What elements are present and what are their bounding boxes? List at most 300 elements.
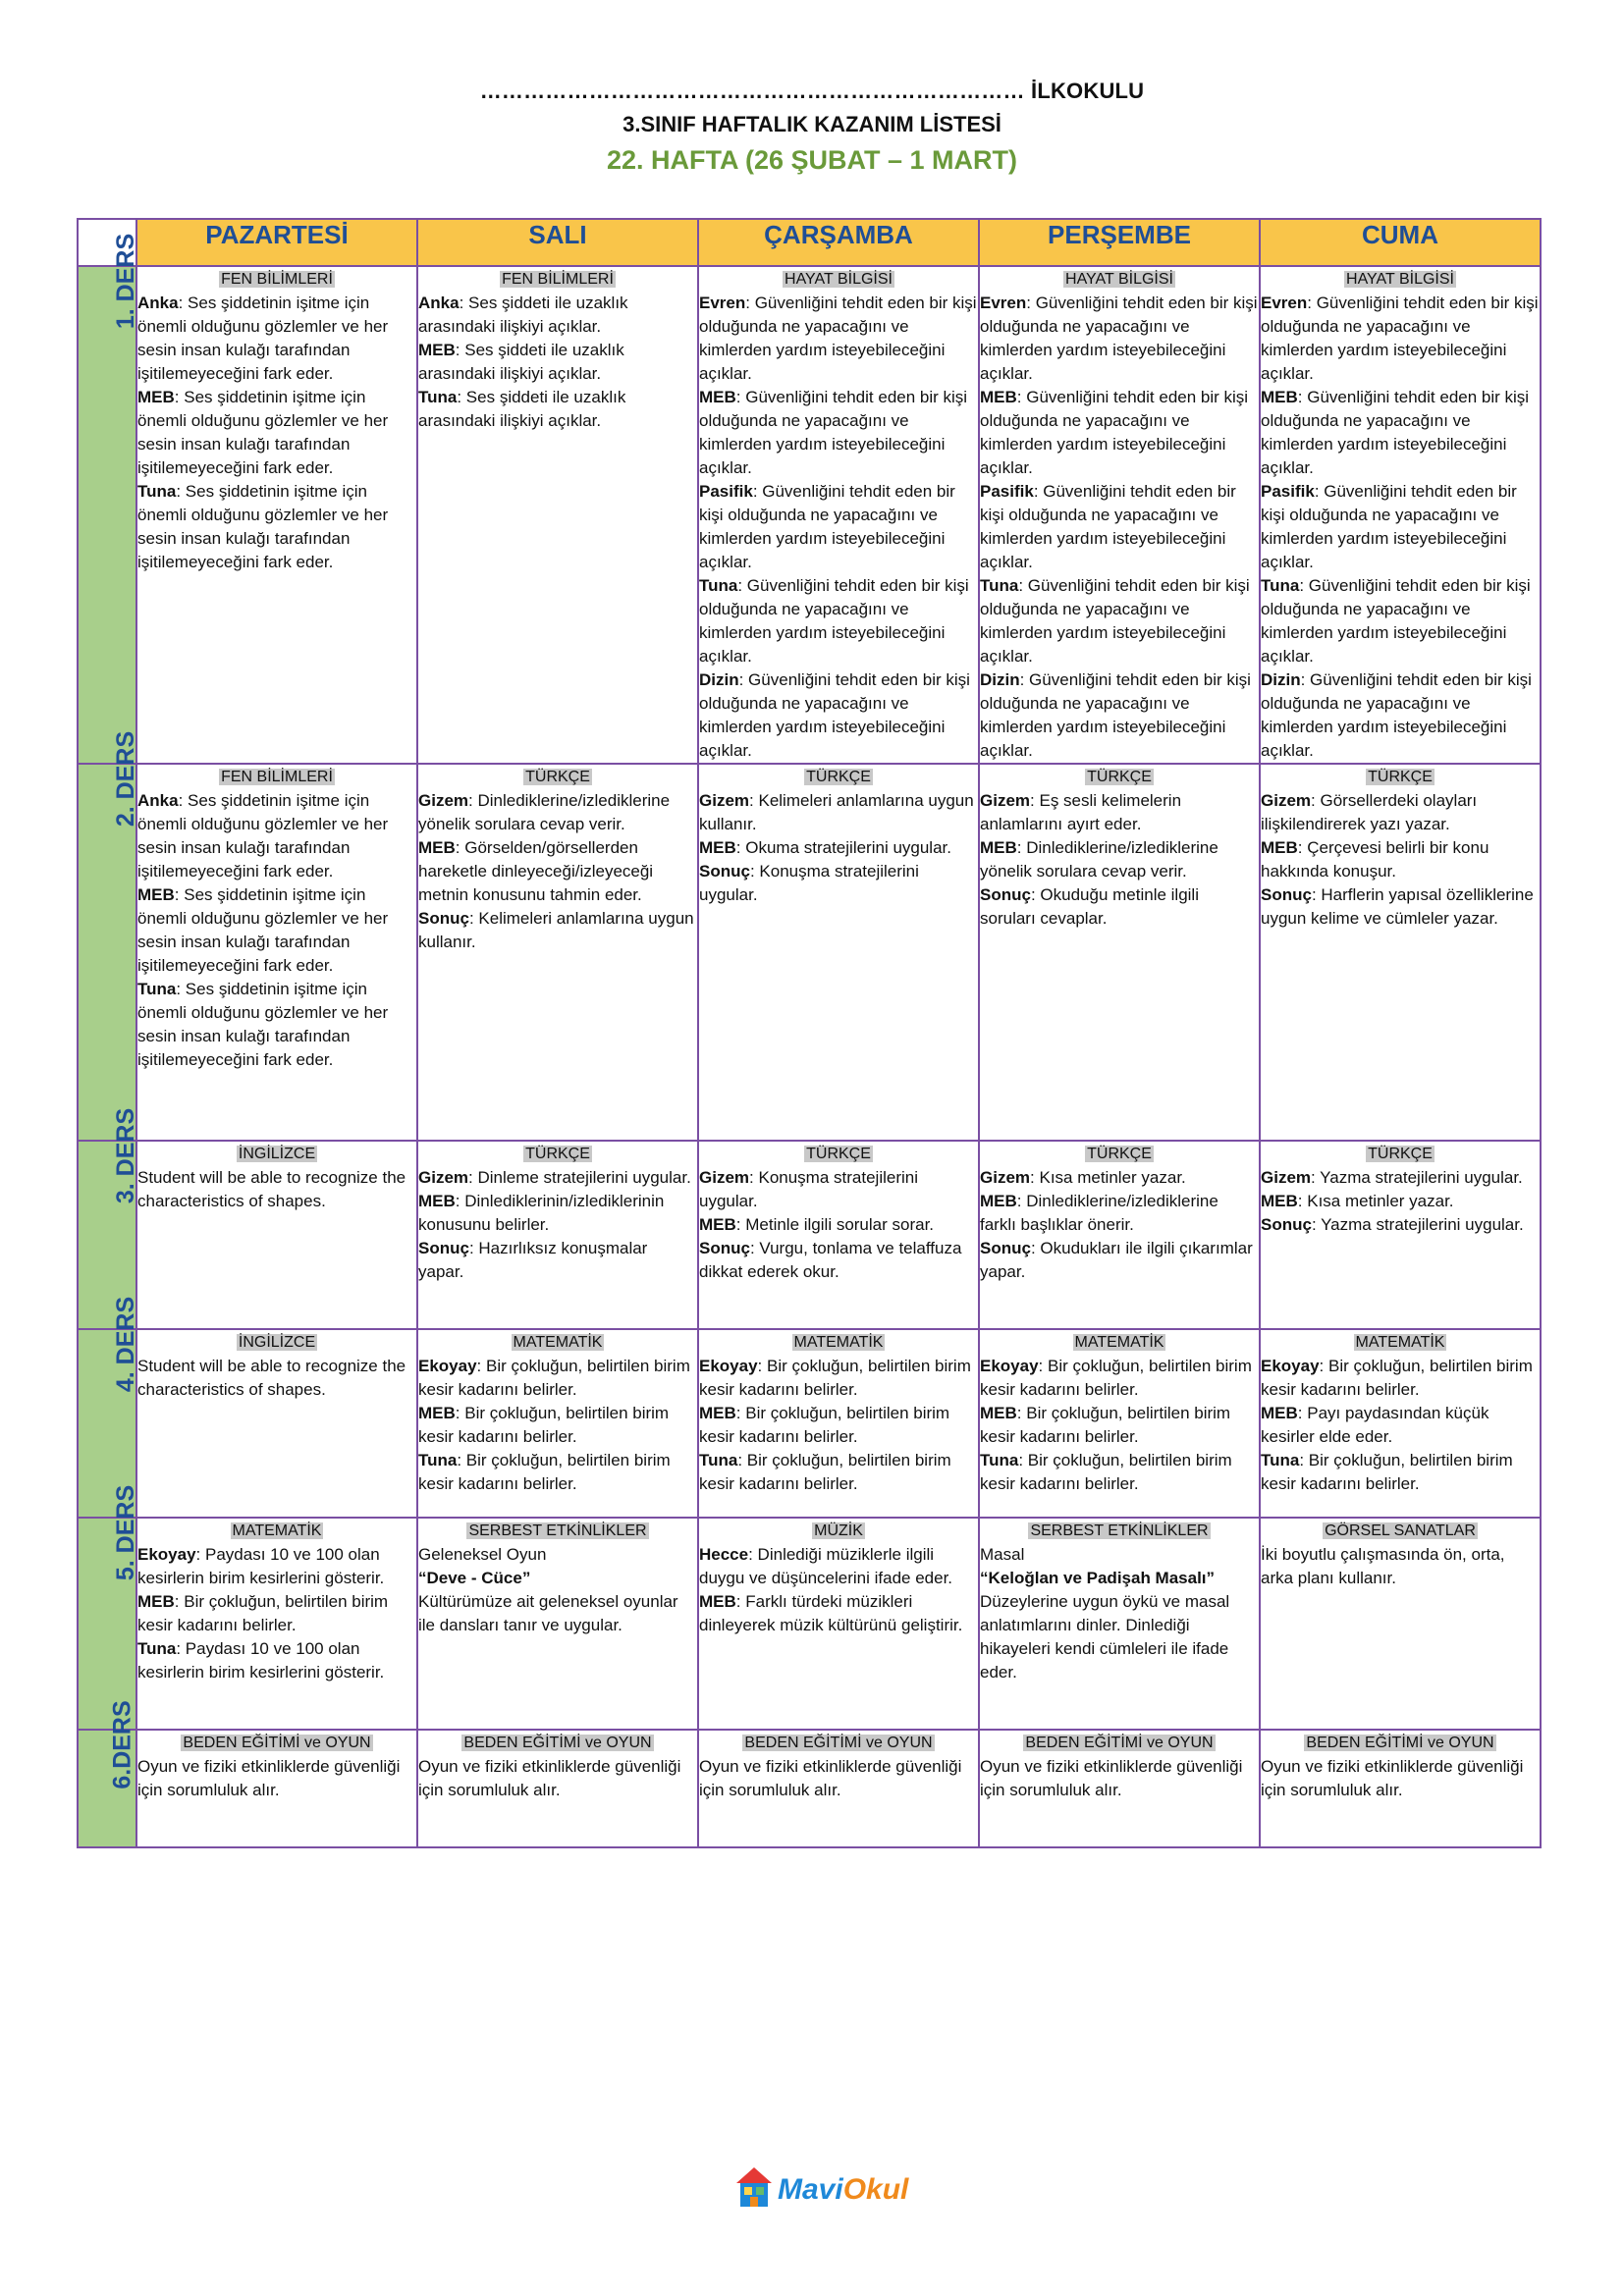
subject-label: FEN BİLİMLERİ [221, 769, 333, 785]
outcome-line [418, 1166, 697, 1190]
lesson-label-cell [78, 1484, 140, 1730]
source-label: Tuna [418, 388, 458, 406]
outcome-line [137, 480, 416, 574]
source-label: Sonuç [699, 1239, 750, 1257]
source-label: Gizem [980, 1168, 1031, 1187]
subject-label: HAYAT BİLGİSİ [785, 271, 893, 288]
outcome-text: : Güvenliğini tehdit eden bir kişi olduğunda ne yapacağını ve kimlerden yardım isteyebileceğini açıklar. [699, 576, 969, 666]
subject-heading [1261, 1330, 1540, 1355]
outcome-text: : Payı paydasından küçük kesirler elde eder. [1261, 1404, 1489, 1446]
schedule-cell [417, 266, 698, 764]
source-label: MEB [1261, 388, 1298, 406]
outcome-line [137, 978, 416, 1072]
outcome-line [980, 836, 1259, 883]
schedule-cell [698, 1518, 979, 1730]
outcome-text: : Güvenliğini tehdit eden bir kişi olduğunda ne yapacağını ve kimlerden yardım isteyebileceğini açıklar. [980, 576, 1250, 666]
source-label: MEB [699, 838, 736, 857]
subject-label: SERBEST ETKİNLİKLER [468, 1522, 647, 1539]
outcome-line [980, 1543, 1259, 1567]
schedule-cell [979, 266, 1260, 764]
subject-label: MATEMATİK [513, 1334, 603, 1351]
outcome-line [137, 789, 416, 883]
subject-heading [418, 1731, 697, 1755]
subject-heading [418, 1142, 697, 1166]
schedule-cell [1260, 1141, 1541, 1329]
outcome-text: : Güvenliğini tehdit eden bir kişi olduğunda ne yapacağını ve kimlerden yardım isteyebileceğini açıklar. [980, 294, 1258, 383]
outcome-text: : Kelimeleri anlamlarına uygun kullanır. [699, 791, 974, 833]
outcome-text: : Güvenliğini tehdit eden bir kişi olduğunda ne yapacağını ve kimlerden yardım isteyebileceğini açıklar. [699, 388, 968, 477]
outcome-line [980, 480, 1259, 574]
source-label: MEB [699, 388, 736, 406]
outcome-line [1261, 1449, 1540, 1496]
week-title: 22. HAFTA (26 ŞUBAT – 1 MART) [606, 145, 1018, 175]
school-name-line: ………………………………………………………………… İLKOKULU [479, 79, 1145, 103]
outcome-text: : Güvenliğini tehdit eden bir kişi olduğunda ne yapacağını ve kimlerden yardım isteyebileceğini açıklar. [1261, 576, 1531, 666]
source-label: Tuna [137, 482, 177, 501]
subject-heading [418, 1519, 697, 1543]
source-label: Gizem [699, 1168, 750, 1187]
subject-label: TÜRKÇE [1368, 769, 1433, 785]
outcome-text: : Yazma stratejilerini uygular. [1311, 1215, 1524, 1234]
source-label: Ekoyay [1261, 1357, 1320, 1375]
source-label: Evren [1261, 294, 1308, 312]
outcome-line [137, 883, 416, 978]
outcome-text: : Ses şiddetinin işitme için önemli olduğunu gözlemler ve her sesin insan kulağı tarafından işitilemeyeceğini fark eder. [137, 885, 389, 975]
lesson-row [78, 1730, 1541, 1847]
outcome-line [980, 883, 1259, 931]
source-label: Dizin [1261, 670, 1301, 689]
source-label: Gizem [1261, 791, 1312, 810]
subject-heading [980, 1142, 1259, 1166]
schedule-cell [1260, 1730, 1541, 1847]
source-label: Tuna [980, 576, 1019, 595]
source-label: MEB [699, 1404, 736, 1422]
outcome-text: Oyun ve fiziki etkinliklerde güvenliği için sorumluluk alır. [137, 1757, 401, 1799]
outcome-line [137, 1637, 416, 1684]
source-label: Ekoyay [418, 1357, 477, 1375]
source-label: Anka [137, 791, 179, 810]
subject-heading [980, 267, 1259, 292]
outcome-text: : Bir çokluğun, belirtilen birim kesir kadarını belirler. [418, 1451, 671, 1493]
subject-heading [699, 1142, 978, 1166]
outcome-line [699, 789, 978, 836]
outcome-line [980, 1355, 1259, 1402]
outcome-line [980, 386, 1259, 480]
outcome-text: : Konuşma stratejilerini uygular. [699, 862, 919, 904]
outcome-line [699, 1166, 978, 1213]
schedule-cell [698, 1730, 979, 1847]
schedule-cell [136, 764, 417, 1141]
subject-label: MATEMATİK [793, 1334, 884, 1351]
outcome-text: Student will be able to recognize the characteristics of shapes. [137, 1357, 406, 1399]
day-header-thursday: PERŞEMBE [979, 219, 1260, 266]
outcome-line [699, 668, 978, 763]
outcome-text: : Metinle ilgili sorular sorar. [735, 1215, 935, 1234]
outcome-text: : Ses şiddeti ile uzaklık arasındaki ilişkiyi açıklar. [418, 388, 626, 430]
subject-label: FEN BİLİMLERİ [221, 271, 333, 288]
outcome-text: : Ses şiddetinin işitme için önemli olduğunu gözlemler ve her sesin insan kulağı tarafından işitilemeyeceğini fark eder. [137, 980, 389, 1069]
subject-label: BEDEN EĞİTİMİ ve OYUN [463, 1735, 652, 1751]
outcome-text: : Güvenliğini tehdit eden bir kişi olduğunda ne yapacağını ve kimlerden yardım isteyebileceğini açıklar. [980, 388, 1249, 477]
outcome-text: : Güvenliğini tehdit eden bir kişi olduğunda ne yapacağını ve kimlerden yardım isteyebileceğini açıklar. [1261, 482, 1517, 571]
outcome-line [699, 1402, 978, 1449]
outcome-line [1261, 836, 1540, 883]
subject-heading [699, 1731, 978, 1755]
source-label: Evren [980, 294, 1027, 312]
schedule-cell [136, 1730, 417, 1847]
outcome-line [1261, 574, 1540, 668]
source-label: Sonuç [418, 1239, 469, 1257]
day-header-tuesday: SALI [417, 219, 698, 266]
schedule-cell [136, 266, 417, 764]
subject-heading [980, 1519, 1259, 1543]
outcome-line [699, 386, 978, 480]
outcome-line [137, 1590, 416, 1637]
mavi-okul-logo [734, 2162, 911, 2216]
subject-label: HAYAT BİLGİSİ [1346, 271, 1454, 288]
subject-label: SERBEST ETKİNLİKLER [1030, 1522, 1209, 1539]
outcome-line [418, 1355, 697, 1402]
outcome-text: : Dinleme stratejilerini uygular. [468, 1168, 691, 1187]
outcome-text: : Paydası 10 ve 100 olan kesirlerin birim kesirlerini gösterir. [137, 1545, 385, 1587]
source-label: Ekoyay [699, 1357, 758, 1375]
outcome-text: : Ses şiddetinin işitme için önemli olduğunu gözlemler ve her sesin insan kulağı tarafından işitilemeyeceğini fark eder. [137, 791, 389, 881]
source-label: MEB [699, 1215, 736, 1234]
source-label: “Keloğlan ve Padişah Masalı” [980, 1569, 1216, 1587]
outcome-text: Oyun ve fiziki etkinliklerde güvenliği için sorumluluk alır. [1261, 1757, 1524, 1799]
outcome-text: Kültürümüze ait geleneksel oyunlar ile dansları tanır ve uygular. [418, 1592, 678, 1634]
source-label: MEB [418, 1404, 456, 1422]
subject-heading [418, 1330, 697, 1355]
source-label: Gizem [418, 791, 469, 810]
outcome-line [699, 1755, 978, 1802]
outcome-text: : Bir çokluğun, belirtilen birim kesir kadarını belirler. [1261, 1357, 1533, 1399]
logo-text-mavi: Mavi [778, 2173, 843, 2206]
outcome-line [137, 1166, 416, 1213]
subject-heading [1261, 267, 1540, 292]
subject-heading [1261, 1142, 1540, 1166]
outcome-line [137, 1355, 416, 1402]
day-header-wednesday: ÇARŞAMBA [698, 219, 979, 266]
schedule-cell [698, 1141, 979, 1329]
source-label: Dizin [699, 670, 739, 689]
outcome-line [980, 1402, 1259, 1449]
lesson-label: 1. DERS [112, 233, 140, 330]
logo-wordmark [778, 2173, 908, 2207]
subject-heading [699, 765, 978, 789]
outcome-text: : Farklı türdeki müzikleri dinleyerek müzik kültürünü geliştirir. [699, 1592, 963, 1634]
schedule-cell [1260, 266, 1541, 764]
outcome-line [137, 1755, 416, 1802]
outcome-text: : Güvenliğini tehdit eden bir kişi olduğunda ne yapacağını ve kimlerden yardım isteyebileceğini açıklar. [1261, 670, 1532, 760]
subject-label: BEDEN EĞİTİMİ ve OYUN [1025, 1735, 1214, 1751]
source-label: Tuna [137, 980, 177, 998]
outcome-line [699, 480, 978, 574]
source-label: MEB [418, 1192, 456, 1210]
subject-heading [699, 267, 978, 292]
outcome-text: : Bir çokluğun, belirtilen birim kesir kadarını belirler. [418, 1404, 670, 1446]
subject-label: MATEMATİK [232, 1522, 322, 1539]
outcome-line [1261, 1166, 1540, 1190]
subject-label: BEDEN EĞİTİMİ ve OYUN [183, 1735, 371, 1751]
outcome-text: : Vurgu, tonlama ve telaffuza dikkat ederek okur. [699, 1239, 962, 1281]
source-label: Tuna [418, 1451, 458, 1469]
subject-heading [137, 1142, 416, 1166]
subject-label: MATEMATİK [1355, 1334, 1445, 1351]
outcome-line [980, 1567, 1259, 1590]
source-label: Sonuç [1261, 885, 1312, 904]
schedule-cell [417, 1730, 698, 1847]
outcome-text: : Ses şiddeti ile uzaklık arasındaki ilişkiyi açıklar. [418, 341, 624, 383]
schedule-cell [417, 1518, 698, 1730]
outcome-text: Düzeylerine uygun öykü ve masal anlatımlarını dinler. Dinlediği hikayeleri kendi cümleleri ile ifade eder. [980, 1592, 1230, 1682]
lesson-label: 3. DERS [112, 1107, 140, 1204]
source-label: Gizem [1261, 1168, 1312, 1187]
source-label: MEB [137, 1592, 175, 1611]
outcome-text: : Kısa metinler yazar. [1030, 1168, 1186, 1187]
outcome-line [980, 668, 1259, 763]
source-label: MEB [137, 388, 175, 406]
source-label: Ekoyay [137, 1545, 196, 1564]
day-header-row [78, 219, 1541, 266]
lesson-row [78, 266, 1541, 764]
outcome-line [980, 1237, 1259, 1284]
outcome-line [1261, 1213, 1540, 1237]
schedule-cell [417, 1329, 698, 1518]
outcome-line [1261, 1543, 1540, 1590]
outcome-line [980, 1590, 1259, 1684]
outcome-text: : Okudukları ile ilgili çıkarımlar yapar. [980, 1239, 1253, 1281]
lesson-row [78, 1329, 1541, 1518]
outcome-line [418, 1590, 697, 1637]
outcome-line [699, 574, 978, 668]
outcome-line [1261, 1402, 1540, 1449]
outcome-line [980, 1449, 1259, 1496]
outcome-text: : Güvenliğini tehdit eden bir kişi olduğunda ne yapacağını ve kimlerden yardım isteyebileceğini açıklar. [980, 482, 1236, 571]
source-label: MEB [1261, 1404, 1298, 1422]
outcome-text: : Güvenliğini tehdit eden bir kişi olduğunda ne yapacağını ve kimlerden yardım isteyebileceğini açıklar. [699, 294, 977, 383]
subject-label: TÜRKÇE [525, 769, 590, 785]
outcome-text: : Bir çokluğun, belirtilen birim kesir kadarını belirler. [418, 1357, 690, 1399]
subject-label: MATEMATİK [1074, 1334, 1164, 1351]
source-label: Dizin [980, 670, 1020, 689]
outcome-text: Geleneksel Oyun [418, 1545, 547, 1564]
outcome-line [1261, 1355, 1540, 1402]
schedule-cell [979, 1329, 1260, 1518]
schedule-cell [698, 1329, 979, 1518]
outcome-text: İki boyutlu çalışmasında ön, orta, arka planı kullanır. [1261, 1545, 1505, 1587]
schedule-cell [136, 1329, 417, 1518]
source-label: Gizem [418, 1168, 469, 1187]
subject-heading [418, 765, 697, 789]
outcome-line [1261, 668, 1540, 763]
source-label: Sonuç [1261, 1215, 1312, 1234]
outcome-text: : Dinlediklerinin/izlediklerinin konusunu belirler. [418, 1192, 665, 1234]
subject-label: TÜRKÇE [806, 769, 871, 785]
outcome-line [418, 1402, 697, 1449]
day-header-monday: PAZARTESİ [136, 219, 417, 266]
subject-label: TÜRKÇE [806, 1146, 871, 1162]
outcome-line [980, 1755, 1259, 1802]
source-label: Tuna [137, 1639, 177, 1658]
subject-label: İNGİLİZCE [238, 1334, 316, 1351]
schedule-cell [698, 266, 979, 764]
source-label: MEB [980, 1404, 1017, 1422]
source-label: Tuna [980, 1451, 1019, 1469]
subject-label: MÜZİK [814, 1522, 863, 1539]
source-label: MEB [980, 388, 1017, 406]
outcome-text: : Bir çokluğun, belirtilen birim kesir kadarını belirler. [980, 1451, 1232, 1493]
outcome-line [418, 1190, 697, 1237]
outcome-line [418, 1449, 697, 1496]
outcome-line [699, 1355, 978, 1402]
outcome-text: : Güvenliğini tehdit eden bir kişi olduğunda ne yapacağını ve kimlerden yardım isteyebileceğini açıklar. [1261, 294, 1539, 383]
outcome-line [418, 1755, 697, 1802]
outcome-text: : Harflerin yapısal özelliklerine uygun kelime ve cümleler yazar. [1261, 885, 1534, 928]
outcome-line [699, 860, 978, 907]
subject-label: İNGİLİZCE [238, 1146, 316, 1162]
lesson-label: 2. DERS [112, 730, 140, 828]
subject-heading [137, 1519, 416, 1543]
outcome-line [1261, 789, 1540, 836]
source-label: Gizem [980, 791, 1031, 810]
outcome-text: : Yazma stratejilerini uygular. [1311, 1168, 1523, 1187]
outcome-line [980, 1190, 1259, 1237]
outcome-line [1261, 1755, 1540, 1802]
outcome-text: : Dinlediklerine/izlediklerine farklı başlıklar önerir. [980, 1192, 1218, 1234]
outcome-text: : Eş sesli kelimelerin anlamlarını ayırt eder. [980, 791, 1182, 833]
outcome-text: : Görsellerdeki olayları ilişkilendirerek yazı yazar. [1261, 791, 1478, 833]
subject-heading [980, 765, 1259, 789]
source-label: MEB [418, 341, 456, 359]
schedule-cell [979, 1141, 1260, 1329]
outcome-line [1261, 883, 1540, 931]
source-label: Anka [418, 294, 460, 312]
lesson-label-cell [78, 730, 140, 1141]
outcome-line [137, 386, 416, 480]
schedule-cell [1260, 764, 1541, 1141]
outcome-text: : Ses şiddetinin işitme için önemli olduğunu gözlemler ve her sesin insan kulağı tarafından işitilemeyeceğini fark eder. [137, 388, 389, 477]
lesson-row [78, 1141, 1541, 1329]
outcome-line [418, 1237, 697, 1284]
subject-label: TÜRKÇE [1087, 1146, 1152, 1162]
source-label: Sonuç [980, 1239, 1031, 1257]
weekly-schedule-table [77, 218, 1542, 1848]
source-label: Tuna [699, 1451, 738, 1469]
source-label: MEB [699, 1592, 736, 1611]
source-label: Tuna [1261, 576, 1300, 595]
schedule-cell [1260, 1518, 1541, 1730]
outcome-text: : Kısa metinler yazar. [1297, 1192, 1454, 1210]
outcome-line [418, 789, 697, 836]
schedule-cell [698, 764, 979, 1141]
subject-heading [1261, 1519, 1540, 1543]
subject-label: GÖRSEL SANATLAR [1325, 1522, 1476, 1539]
outcome-line [980, 1166, 1259, 1190]
outcome-text: : Konuşma stratejilerini uygular. [699, 1168, 918, 1210]
outcome-line [418, 1543, 697, 1567]
outcome-line [699, 1590, 978, 1637]
outcome-line [1261, 480, 1540, 574]
outcome-line [980, 574, 1259, 668]
outcome-line [980, 292, 1259, 386]
subject-heading [1261, 765, 1540, 789]
outcome-text: : Ses şiddetinin işitme için önemli olduğunu gözlemler ve her sesin insan kulağı tarafından işitilemeyeceğini fark eder. [137, 482, 389, 571]
outcome-text: : Bir çokluğun, belirtilen birim kesir kadarını belirler. [1261, 1451, 1513, 1493]
outcome-line [1261, 1190, 1540, 1213]
source-label: MEB [418, 838, 456, 857]
schedule-cell [417, 1141, 698, 1329]
source-label: “Deve - Cüce” [418, 1569, 531, 1587]
source-label: MEB [980, 838, 1017, 857]
source-label: Evren [699, 294, 746, 312]
outcome-text: : Bir çokluğun, belirtilen birim kesir kadarını belirler. [980, 1357, 1252, 1399]
outcome-text: : Okuduğu metinle ilgili soruları cevaplar. [980, 885, 1199, 928]
outcome-text: : Bir çokluğun, belirtilen birim kesir kadarını belirler. [699, 1357, 971, 1399]
outcome-line [699, 292, 978, 386]
outcome-text: Masal [980, 1545, 1025, 1564]
outcome-line [699, 836, 978, 860]
lesson-label: 4. DERS [112, 1296, 140, 1393]
source-label: Sonuç [980, 885, 1031, 904]
outcome-line [418, 339, 697, 386]
outcome-line [699, 1449, 978, 1496]
subject-heading [137, 1731, 416, 1755]
lesson-label-cell [78, 1700, 136, 1847]
lesson-row [78, 1518, 1541, 1730]
outcome-text: : Kelimeleri anlamlarına uygun kullanır. [418, 909, 694, 951]
schedule-cell [417, 764, 698, 1141]
outcome-text: : Bir çokluğun, belirtilen birim kesir kadarını belirler. [699, 1451, 951, 1493]
subject-heading [137, 267, 416, 292]
lesson-label: 6.DERS [108, 1700, 136, 1789]
day-header-friday: CUMA [1260, 219, 1541, 266]
outcome-line [137, 292, 416, 386]
outcome-text: : Bir çokluğun, belirtilen birim kesir kadarını belirler. [980, 1404, 1231, 1446]
outcome-line [418, 836, 697, 907]
source-label: Tuna [699, 576, 738, 595]
outcome-text: : Dinlediklerine/izlediklerine yönelik sorulara cevap verir. [980, 838, 1218, 881]
source-label: Ekoyay [980, 1357, 1039, 1375]
outcome-text: : Bir çokluğun, belirtilen birim kesir kadarını belirler. [137, 1592, 389, 1634]
subject-heading [1261, 1731, 1540, 1755]
outcome-line [418, 907, 697, 954]
outcome-line [699, 1213, 978, 1237]
outcome-line [418, 1567, 697, 1590]
subject-label: HAYAT BİLGİSİ [1065, 271, 1173, 288]
schedule-cell [136, 1518, 417, 1730]
source-label: MEB [980, 1192, 1017, 1210]
subject-label: TÜRKÇE [1087, 769, 1152, 785]
subject-label: BEDEN EĞİTİMİ ve OYUN [744, 1735, 933, 1751]
source-label: Pasifik [699, 482, 753, 501]
outcome-text: : Bir çokluğun, belirtilen birim kesir kadarını belirler. [699, 1404, 950, 1446]
outcome-line [1261, 292, 1540, 386]
outcome-line [418, 292, 697, 339]
source-label: Hecce [699, 1545, 749, 1564]
source-label: MEB [1261, 838, 1298, 857]
outcome-text: : Dinlediği müziklerle ilgili duygu ve düşüncelerini ifade eder. [699, 1545, 953, 1587]
lesson-label-cell [78, 233, 140, 764]
source-label: Gizem [699, 791, 750, 810]
outcome-text: : Güvenliğini tehdit eden bir kişi olduğunda ne yapacağını ve kimlerden yardım isteyebileceğini açıklar. [1261, 388, 1530, 477]
subject-heading [699, 1519, 978, 1543]
document-title: 3.SINIF HAFTALIK KAZANIM LİSTESİ [623, 112, 1001, 136]
lesson-row [78, 764, 1541, 1141]
outcome-text: : Paydası 10 ve 100 olan kesirlerin birim kesirlerini gösterir. [137, 1639, 385, 1682]
house-logo-icon [734, 2165, 774, 2211]
outcome-text: Oyun ve fiziki etkinliklerde güvenliği için sorumluluk alır. [980, 1757, 1243, 1799]
